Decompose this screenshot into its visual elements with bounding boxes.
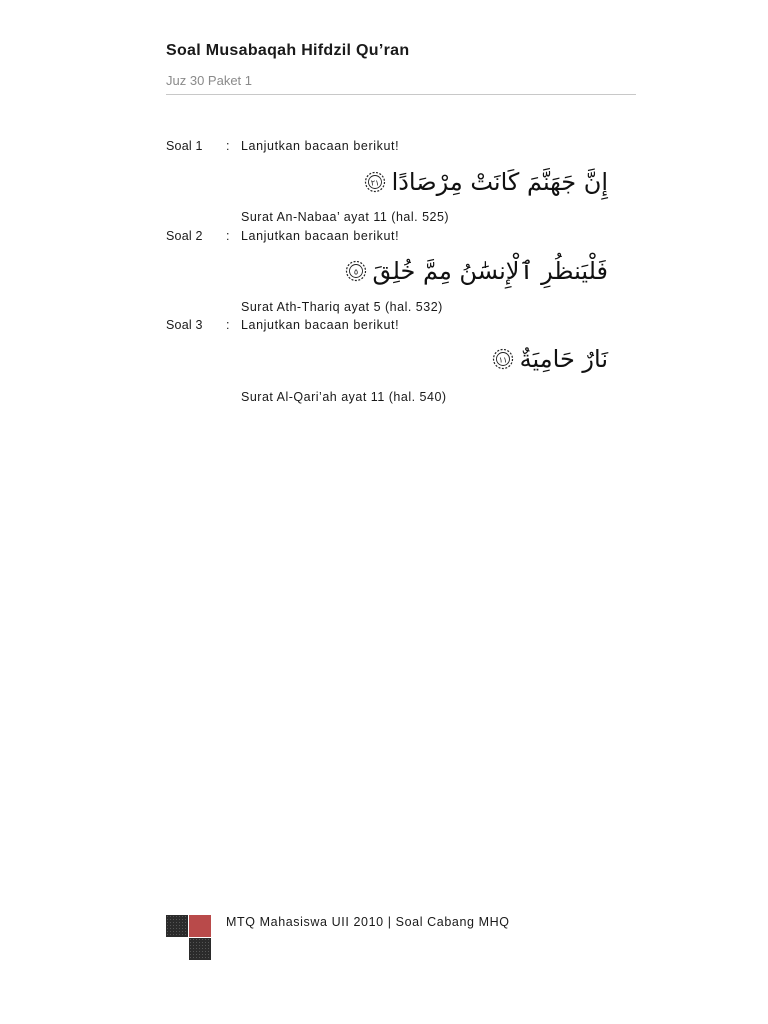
question-1-reference: Surat An-Nabaa’ ayat 11 (hal. 525) bbox=[241, 210, 450, 224]
question-1-label: Soal 1 bbox=[166, 139, 203, 153]
ayah-number: ٥ bbox=[353, 267, 358, 277]
footer-text: MTQ Mahasiswa UII 2010 | Soal Cabang MHQ bbox=[226, 915, 510, 929]
header-divider bbox=[166, 94, 636, 95]
ayah-number: ١١ bbox=[498, 355, 507, 365]
question-3-reference: Surat Al-Qari’ah ayat 11 (hal. 540) bbox=[241, 390, 447, 404]
question-3-arabic-text: نَارٌ حَامِيَةٌ bbox=[519, 345, 608, 373]
question-2-reference: Surat Ath-Thariq ayat 5 (hal. 532) bbox=[241, 300, 443, 314]
question-1-instruction: Lanjutkan bacaan berikut! bbox=[241, 139, 400, 153]
ayah-end-icon bbox=[345, 260, 367, 282]
question-1-arabic-verse bbox=[364, 168, 608, 196]
question-3-instruction: Lanjutkan bacaan berikut! bbox=[241, 318, 400, 332]
page-subtitle: Juz 30 Paket 1 bbox=[166, 73, 252, 88]
question-2-label: Soal 2 bbox=[166, 229, 203, 243]
question-2-instruction: Lanjutkan bacaan berikut! bbox=[241, 229, 400, 243]
logo-square-red bbox=[189, 915, 211, 937]
question-3-arabic-verse bbox=[492, 345, 608, 373]
question-2-arabic-text: فَلْيَنظُرِ ٱلْإِنسَٰنُ مِمَّ خُلِقَ bbox=[372, 257, 608, 285]
question-1-arabic-text: إِنَّ جَهَنَّمَ كَانَتْ مِرْصَادًا bbox=[391, 168, 608, 196]
page-title: Soal Musabaqah Hifdzil Qu’ran bbox=[166, 42, 410, 59]
question-2-colon: : bbox=[226, 229, 230, 243]
question-3-label: Soal 3 bbox=[166, 318, 203, 332]
question-2-arabic-verse bbox=[345, 257, 608, 285]
question-3-colon: : bbox=[226, 318, 230, 332]
logo-square-dark bbox=[166, 915, 188, 937]
ayah-end-icon bbox=[492, 348, 514, 370]
ayah-number: ٢١ bbox=[370, 178, 379, 188]
footer-logo bbox=[166, 915, 212, 961]
question-1-colon: : bbox=[226, 139, 230, 153]
ayah-end-icon bbox=[364, 171, 386, 193]
logo-square-dark bbox=[189, 938, 211, 960]
